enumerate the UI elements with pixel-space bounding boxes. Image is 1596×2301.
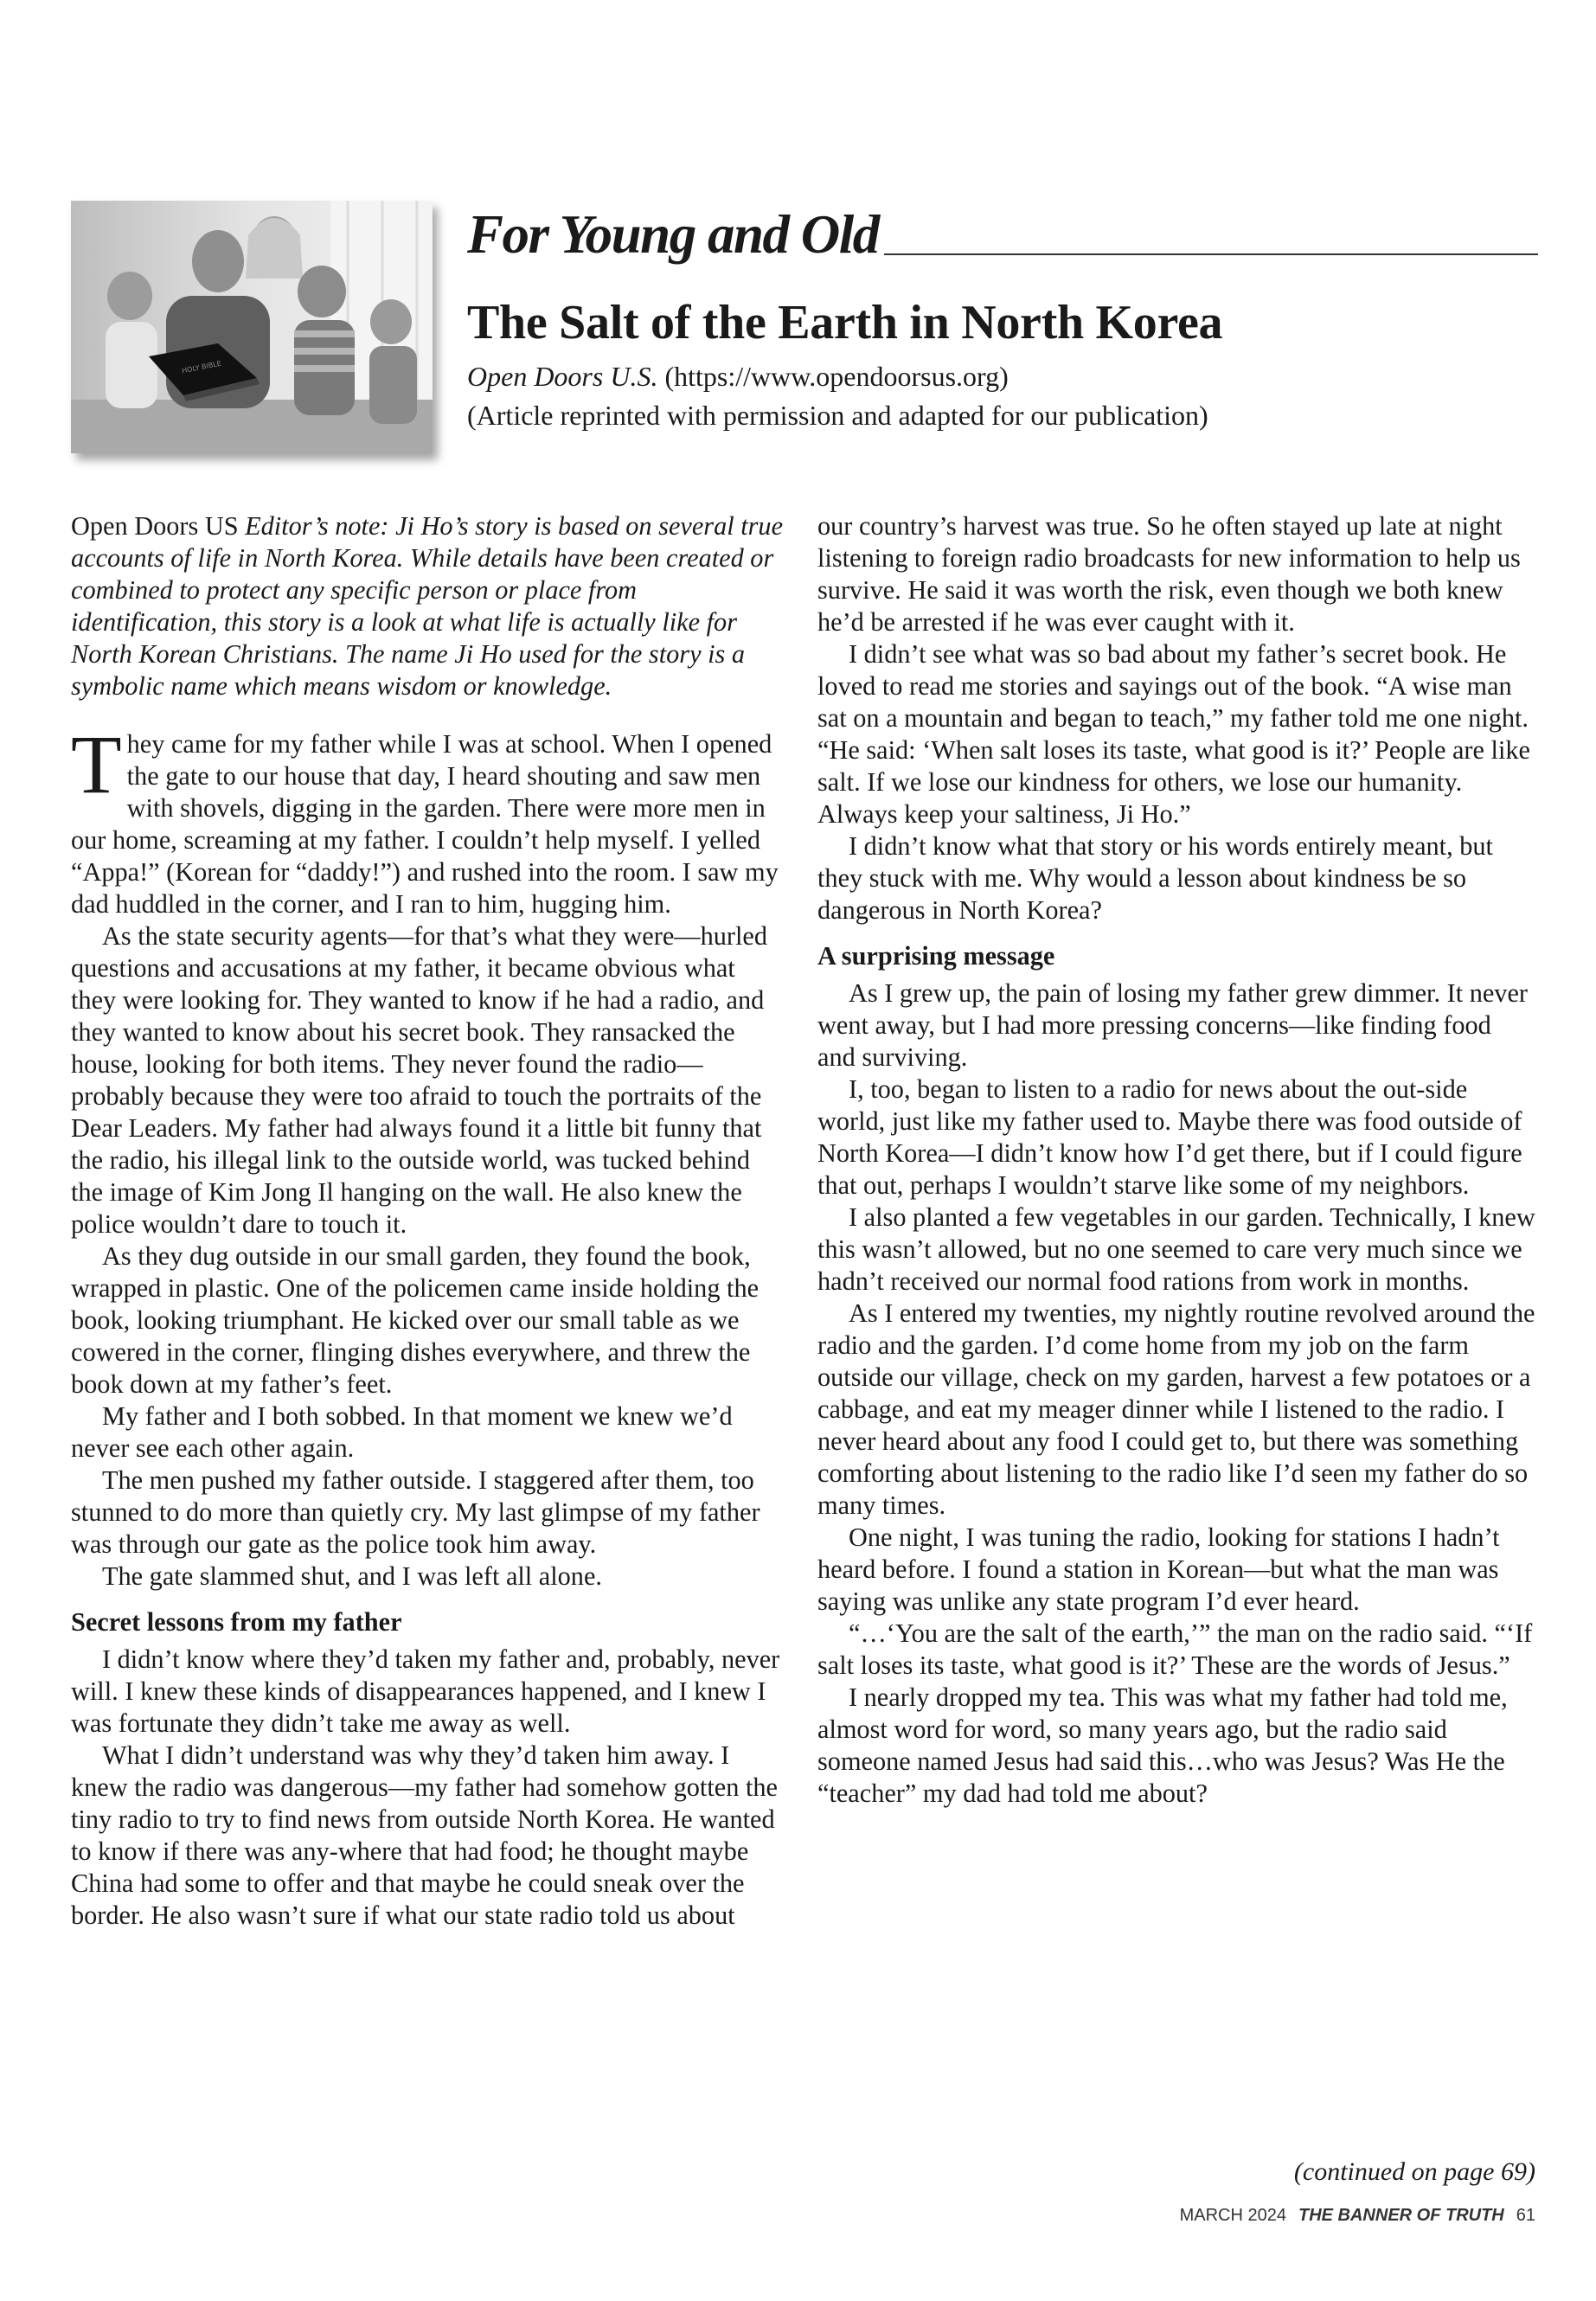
page-footer	[1180, 2206, 1535, 2226]
permission-note: (Article reprinted with permission and adapted for our publication)	[467, 400, 1208, 431]
body-paragraph: The gate slammed shut, and I was left all alone.	[102, 1561, 602, 1591]
body-paragraph: The men pushed my father outside. I staggered after them, too stunned to do more than quietly cry. My last glimpse of my father was through our gate as the police took him away.	[71, 1465, 760, 1559]
family-bible-photo	[71, 201, 433, 453]
body-paragraph: I, too, began to listen to a radio for news about the out-side world, just like my father used to. Maybe there was food outside of North Korea—I didn’t know how I’d get there, but if I could figure that out, perhaps I wouldn’t starve like some of my neighbors.	[817, 1074, 1522, 1200]
body-paragraph: As they dug outside in our small garden, they found the book, wrapped in plastic. One of the policemen came inside holding the book, looking triumphant. He kicked over our small table as we cowered in the corner, flinging dishes everywhere, and threw the book down at my father’s feet.	[71, 1241, 760, 1399]
paragraph-text: hey came for my father while I was at school. When I opened the gate to our house that day, I heard shouting and saw men with shovels, digging in the garden. There were more men in our home, screaming at my father. I couldn’t help myself. I yelled “Appa!” (Korean for “daddy!”) and rushed into the room. I saw my dad huddled in the corner, and I ran to him, hugging him.	[71, 729, 779, 919]
subheading: Secret lessons from my father	[71, 1607, 402, 1637]
bible-cover-text: HOLY BIBLE	[181, 359, 222, 375]
source-name: Open Doors U.S.	[467, 361, 658, 392]
body-paragraph: I also planted a few vegetables in our garden. Technically, I knew this wasn’t allowed, but no one seemed to care very much since we hadn’t received our normal food rations from work in months.	[817, 1202, 1535, 1296]
body-paragraph	[71, 718, 785, 920]
section-title-rule	[884, 253, 1538, 255]
continued-note: (continued on page 69)	[1293, 2157, 1535, 2186]
body-paragraph: As I entered my twenties, my nightly routine revolved around the radio and the garden. I’d come home from my job on the farm outside our village, check on my garden, harvest a few potatoes or a cabbage, and eat my meager dinner while I listened to the radio. I never heard about any food I could get to, but there was something comforting about listening to the radio like I’d seen my father do so many times.	[817, 1298, 1535, 1520]
body-paragraph: our country’s harvest was true. So he often stayed up late at night listening to foreign radio broadcasts for new information to help us survive. He said it was worth the risk, even though we both knew he’d be arrested if he was ever caught with it.	[817, 511, 1521, 637]
section-title-text: For Young and Old	[467, 204, 879, 265]
drop-cap: T	[71, 718, 122, 811]
subheading: A surprising message	[817, 941, 1055, 971]
body-paragraph: I didn’t see what was so bad about my father’s secret book. He loved to read me stories and sayings out of the book. “A wise man sat on a mountain and began to teach,” my father told me one night. “He said: ‘When salt loses its taste, what good is it?’ People are like salt. If we lose our kindness for others, we lose our humanity. Always keep your saltiness, Ji Ho.”	[817, 639, 1530, 829]
byline-source	[467, 357, 1538, 396]
body-paragraph: One night, I was tuning the radio, looking for stations I hadn’t heard before. I found a station in Korean—but what the man was saying was unlike any state program I’d ever heard.	[817, 1522, 1500, 1616]
byline	[467, 357, 1538, 435]
body-paragraph: What I didn’t understand was why they’d taken him away. I knew the radio was dangerous—my father had somehow gotten the tiny radio to try to find news from outside North Korea. He wanted to know if there was any-where that had food; he thought maybe China had some to offer and that maybe he could sneak over the border. He also wasn’t sure if what our state radio told us about	[71, 1740, 778, 1930]
body-paragraph: As I grew up, the pain of losing my father grew dimmer. It never went away, but I had more pressing concerns—like finding food and surviving.	[817, 978, 1528, 1072]
section-title	[467, 204, 1538, 265]
right-column	[817, 510, 1535, 1810]
body-paragraph: I nearly dropped my tea. This was what my father had told me, almost word for word, so many years ago, but the radio said someone named Jesus had said this…who was Jesus? Was He the “teacher” my dad had told me about?	[817, 1682, 1508, 1808]
body-paragraph: “…‘You are the salt of the earth,’” the man on the radio said. “‘If salt loses its taste, what good is it?’ These are the words of Jesus.”	[817, 1618, 1533, 1680]
editor-note-text: Editor’s note: Ji Ho’s story is based on several true accounts of life in North Korea. While details have been created or combined to protect any specific person or place from identification, this story is a look at what life is actually like for North Korean Christians. The name Ji Ho used for the story is a symbolic name which means wisdom or knowledge.	[71, 511, 784, 701]
left-column	[71, 510, 785, 1932]
body-paragraph: As the state security agents—for that’s what they were—hurled questions and accusations at my father, it became obvious what they were looking for. They wanted to know if he had a radio, and they wanted to know about his secret book. They ransacked the house, looking for both items. They never found the radio—probably because they were too afraid to touch the portraits of the Dear Leaders. My father had always found it a little bit funny that the radio, his illegal link to the outside world, was tucked behind the image of Kim Jong Il hanging on the wall. He also knew the police wouldn’t dare to touch it.	[71, 921, 767, 1239]
body-paragraph: I didn’t know what that story or his words entirely meant, but they stuck with me. Why would a lesson about kindness be so dangerous in North Korea?	[817, 831, 1493, 925]
body-paragraph: My father and I both sobbed. In that moment we knew we’d never see each other again.	[71, 1401, 733, 1463]
body-paragraph: I didn’t know where they’d taken my father and, probably, never will. I knew these kinds of disappearances happened, and I knew I was fortunate they didn’t take me away as well.	[71, 1644, 780, 1738]
editor-note	[71, 510, 785, 702]
article-title: The Salt of the Earth in North Korea	[467, 296, 1223, 349]
page-number: 61	[1516, 2206, 1535, 2225]
footer-publication: THE BANNER OF TRUTH	[1298, 2206, 1504, 2225]
editor-note-prefix: Open Doors US	[71, 511, 246, 541]
article-header	[467, 204, 1538, 435]
source-url: (https://www.opendoorsus.org)	[657, 361, 1009, 392]
footer-date: MARCH 2024	[1179, 2206, 1286, 2225]
